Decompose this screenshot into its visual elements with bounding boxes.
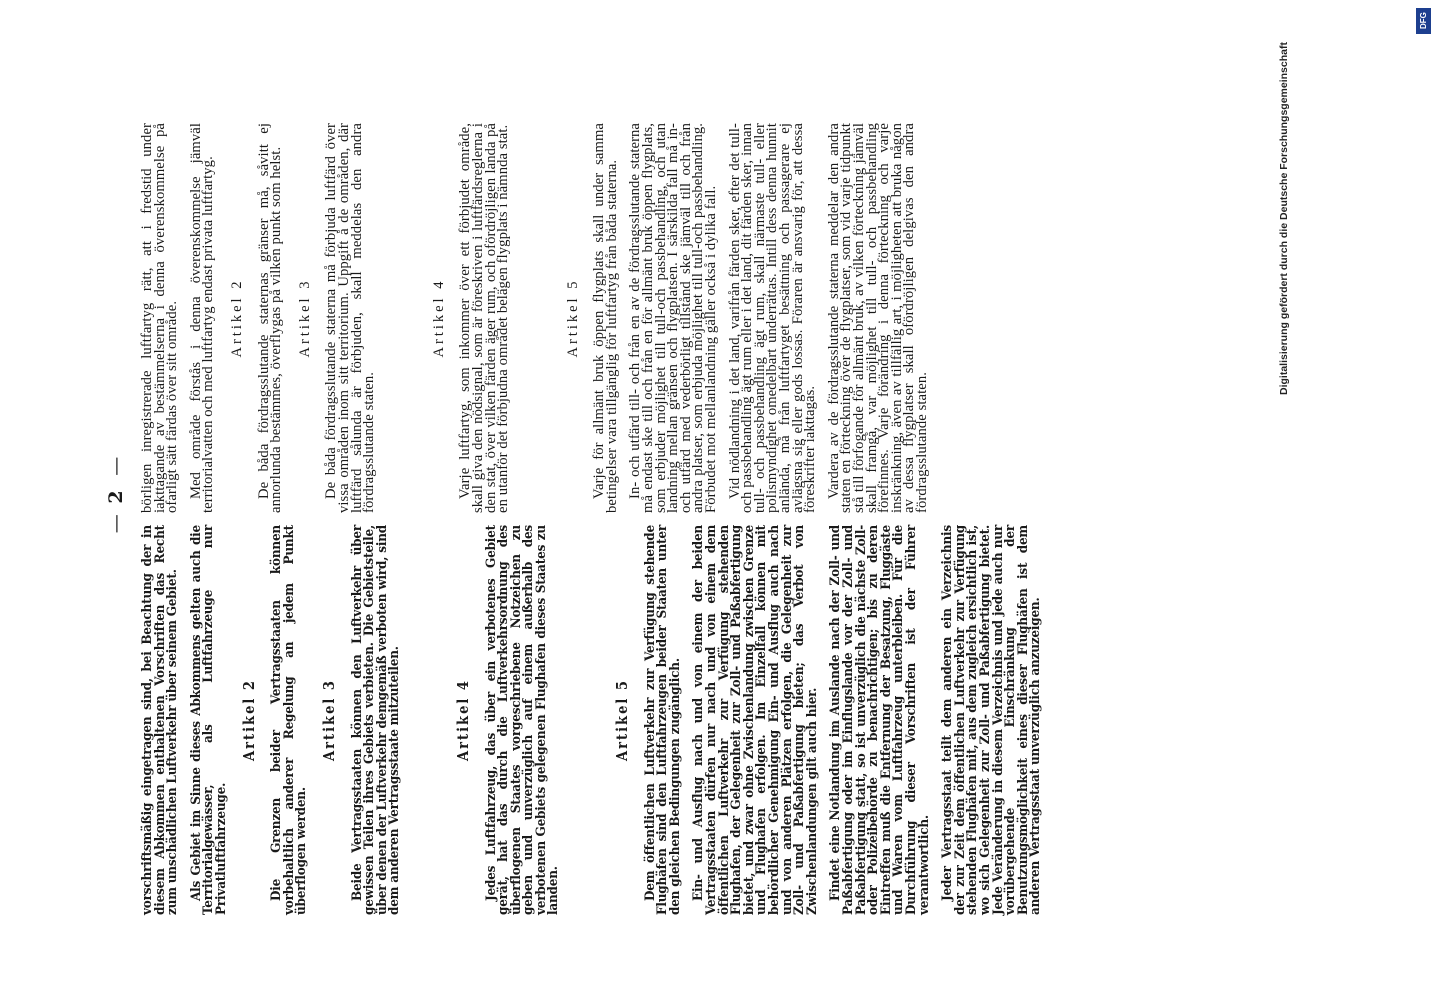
german-intro: vorschriftsmäßig eingetragen sind, bei Beachtung der in diesem Abkommen enthaltenen Vorschriften das Recht zum unschädlichen Luftverkehr über seinem Gebiet.: [139, 525, 181, 915]
german-article-5-paragraph-2: Ein- und Ausflug nach und von einem der beiden Vertragsstaaten dürfen nur nach und von einem dem öffentlichen Luftverkehr zur Verfügung stehenden Flughafen, der Gelegenheit zur Zoll- und Paßabfertigung bietet, und zwar ohne Zwischenlandung zwischen Grenze und Flughafen erfolgen. Im Einzelfall können mit behördlicher Genehmigung Ein- und Ausflug auch nach und von anderen Plätzen erfolgen, die Gelegenheit zur Zoll- und Paßabfertigung bieten; das Verbot von Zwischenlandungen gilt auch hier.: [690, 525, 820, 915]
german-gebiet-paragraph: Als Gebiet im Sinne dieses Abkommens gelten auch die Territorialgewässer, als Luftfahrzeuge nur Privatluftfahrzeuge.: [187, 525, 229, 915]
german-article-2-text: Die Grenzen beider Vertragsstaaten können vorbehaltlich anderer Regelung an jedem Punkt überflogen werden.: [268, 525, 310, 915]
german-article-4-text: Jedes Luftfahrzeug, das über ein verbotenes Gebiet gerät, hat das durch die Luftverkehrsordnung des überflogenen Staates vorgeschriebene Notzeichen zu geben und unverzüglich auf einem außerhalb des verbotenen Gebiets gelegenen Flughafen dieses Staates zu landen.: [482, 525, 562, 915]
swedish-intro: börligen inregistrerade luftfartyg rätt, att i fredstid under iakttagande av bestämmelserna i denna överenskommelse på ofarligt sätt färdas över sitt område.: [139, 123, 181, 513]
german-article-5-heading: Artikel 5: [614, 679, 632, 761]
swedish-article-5-heading: Artikel 5: [564, 278, 581, 358]
rotated-page: [105, 75, 1245, 915]
german-column: [141, 525, 1221, 915]
swedish-article-5-paragraph-4: Vardera av de fördragsslutande staterna meddelar den andra staten en förteckning över de flygplatser, som vid varje tidpunkt stå till förfogande för allmänt bruk, av vilken förteckning jämväl skall framgå, var möjlighet till tull- och passbehandling förefinnes. Varje förändring i denna förteckning och varje inskränkning, även av tillfällig art, i möjligheten att bruka någon av dessa flygplatser skall ofördröjligen delgivas den andra fördragsslutande staten.: [825, 123, 930, 513]
german-article-5-paragraph-4: Jeder Vertragsstaat teilt dem anderen ein Verzeichnis der zur Zeit dem öffentlichen Luftverkehr zur Verfügung stehenden Flughäfen mit, aus dem zugleich ersichtlich ist, wo sich Gelegenheit zur Zoll- und Paßabfertigung bietet. Jede Veränderung in diesem Verzeichnis und jede auch nur vorübergehende Einschränkung der Benutzungsmöglichkeit eines dieser Flughäfen ist dem anderen Vertragsstaat unverzüglich anzuzeigen.: [939, 525, 1044, 915]
swedish-article-4-heading: Artikel 4: [430, 278, 447, 358]
page-number-dash-left: —: [105, 514, 127, 534]
german-article-3-heading: Artikel 3: [320, 679, 338, 761]
swedish-column: [141, 123, 1221, 513]
digitization-credit: [1278, 0, 1434, 1000]
swedish-omrade-paragraph: Med område förstås i denna överenskommelse jämväl territorialvatten och med luftfartyg endast privata luftfartyg.: [187, 123, 217, 513]
dfg-logo: DFG: [1416, 8, 1431, 34]
german-article-2-heading: Artikel 2: [240, 679, 258, 761]
digitization-credit-text: Digitalisierung gefördert durch die Deutsche Forschungsgemeinschaft: [1278, 42, 1290, 395]
page-number-value: 2: [105, 486, 127, 504]
german-article-5-paragraph-3: Findet eine Notlandung im Auslande nach der Zoll- und Paßabfertigung oder im Einflugslande vor der Zoll- und Paßabfertigung statt, so ist unverzüglich die nächste Zoll- oder Polizeibehörde zu benachrichtigen; bis zu deren Eintreffen muß die Entfernung der Besatzung, Fluggäste und Waren vom Luftfahrzeug unterbleiben. Für die Durchführung dieser Vorschriften ist der Führer verantwortlich.: [827, 525, 932, 915]
swedish-article-5-paragraph-1: Varje för allmänt bruk öppen flygplats skall under samma betingelser vara tillgänglig för luftfartyg från båda staterna.: [591, 123, 620, 513]
german-article-5-paragraph-1: Dem öffentlichen Luftverkehr zur Verfügung stehende Flughäfen sind den Luftfahrzeugen beider Staaten unter den gleichen Bedingungen zugänglich.: [641, 525, 683, 915]
swedish-article-3-text: De båda fördragsslutande staterna må förbjuda luftfärd över vissa områden inom sitt territorium. Uppgift å de områden, där luftfärd sålunda är förbjuden, skall meddelas den andra fördragsslutande staten.: [323, 123, 378, 513]
page-number: [105, 75, 133, 915]
swedish-article-4-text: Varje luftfartyg, som inkommer över ett förbjudet område, skall giva den nödsignal, som är föreskriven i luftfärdsreglerna i den stat, över vilken färden äger rum, och ofördröjligen landa på en utanför det förbjudna området belägen flygplats i nämnda stat.: [457, 123, 512, 513]
swedish-article-5-paragraph-2: In- och utfärd till- och från en av de fördragsslutande staterna må endast ske till och från en för allmänt bruk öppen flygplats, som erbjuder möjlighet till tull-och passbehandling, och utan landning mellan gränsen och flygplatsen. I särskilda fall må in- och utfärd med vederbörligt tillstånd ske jämväl till och från andra platser, som erbjuda möjlighet till tull-och passbehandling. Förbudet mot mellanlandning gäller också i dylika fall.: [627, 123, 720, 513]
page-number-dash-right: —: [105, 456, 127, 476]
swedish-article-5-paragraph-3: Vid nödlandning i det land, varifrån färden sker, efter det tull- och passbehandling ägt rum eller i det land, dit färden sker, innan tull- och passbehandling ägt rum, skall närmaste tull- eller polismyndighet omedelbart underrättas. Intill dess denna hunnit anlända, må från luftfartyget besättning och passagerare ej avlägsna sig eller gods lossas. Föraren är ansvarig för, att dessa föreskrifter iakttagas.: [726, 123, 819, 513]
german-article-4-heading: Artikel 4: [454, 679, 472, 761]
swedish-article-3-heading: Artikel 3: [296, 278, 313, 358]
swedish-article-2-text: De båda fördragsslutande staternas gränser må, såvitt ej annorlunda bestämmes, överflygas på vilken punkt som helst.: [255, 123, 285, 513]
swedish-article-2-heading: Artikel 2: [228, 278, 245, 358]
german-article-3-text: Beide Vertragsstaaten können den Luftverkehr über gewissen Teilen ihres Gebiets verbieten. Die Gebietsteile, über denen der Luftverkehr demgemäß verboten wird, sind dem anderen Vertragsstaate mitzuteilen.: [348, 525, 403, 915]
